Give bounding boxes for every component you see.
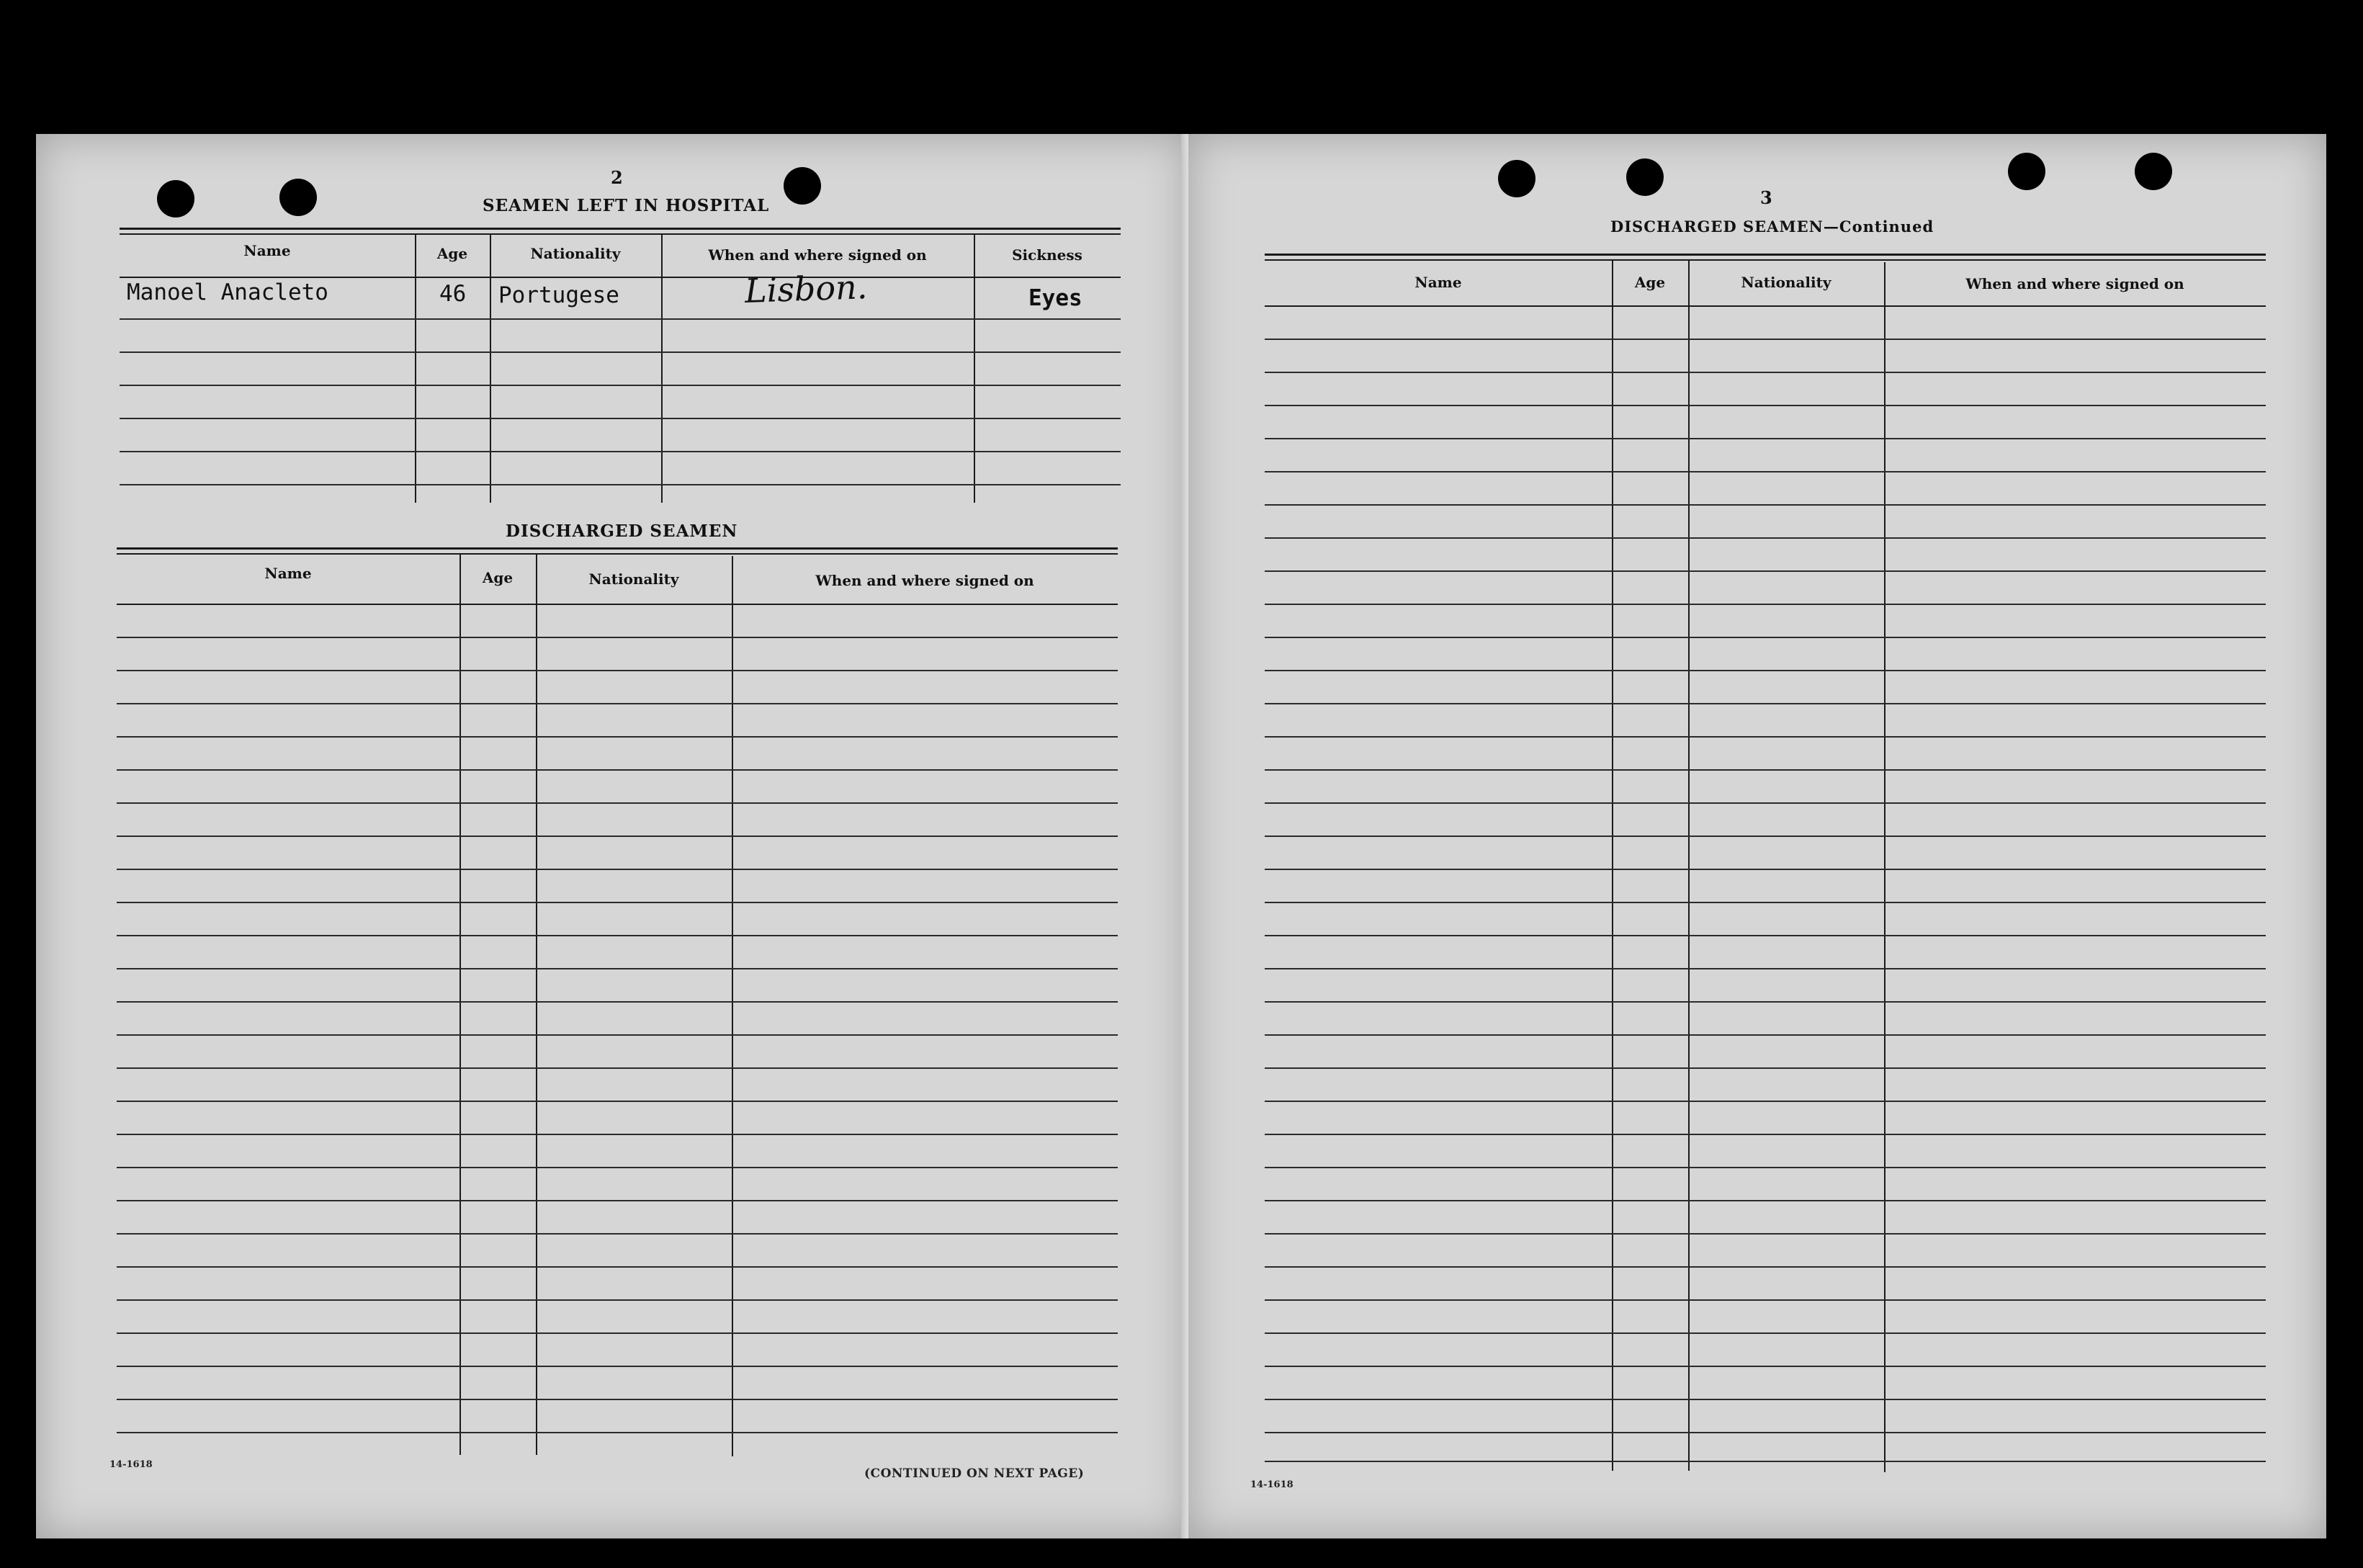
punch-hole	[2008, 153, 2045, 190]
column-header-name: Name	[1414, 274, 1462, 291]
row-line	[1265, 1200, 2266, 1201]
discharged-section-title: DISCHARGED SEAMEN	[506, 521, 738, 541]
row-line	[117, 1067, 1118, 1069]
row-line	[1265, 570, 2266, 572]
row-line	[1265, 1233, 2266, 1235]
row-line	[1265, 703, 2266, 704]
punch-hole	[1626, 158, 1664, 196]
row-line	[120, 351, 1121, 353]
column-divider	[459, 553, 461, 1455]
row-line	[1265, 1034, 2266, 1036]
column-header-sickness: Sickness	[1012, 246, 1082, 264]
column-header-nationality: Nationality	[588, 570, 679, 588]
row-line	[120, 451, 1121, 452]
row-line	[1265, 968, 2266, 969]
row-line	[117, 902, 1118, 903]
row-line	[117, 1001, 1118, 1003]
row-line	[117, 1200, 1118, 1201]
header-bottom-rule	[117, 604, 1118, 605]
row-line	[1265, 604, 2266, 605]
column-header-signed-on: When and where signed on	[1965, 275, 2184, 292]
row-line	[117, 1233, 1118, 1235]
row-line	[1265, 471, 2266, 472]
row-line	[117, 670, 1118, 671]
patient-age: 46	[439, 281, 467, 307]
row-line	[120, 318, 1121, 320]
row-line	[120, 484, 1121, 485]
header-bottom-rule	[120, 277, 1121, 278]
row-line	[117, 1332, 1118, 1334]
hospital-section-title: SEAMEN LEFT IN HOSPITAL	[483, 196, 770, 215]
discharged-continued-table	[1265, 254, 2266, 1471]
row-line	[117, 869, 1118, 870]
row-line	[117, 1399, 1118, 1400]
row-line	[1265, 1067, 2266, 1069]
row-line	[117, 968, 1118, 969]
row-line	[1265, 1461, 2266, 1462]
row-line	[1265, 339, 2266, 340]
column-divider	[536, 555, 537, 1455]
row-line	[1265, 1101, 2266, 1102]
row-line	[117, 1167, 1118, 1168]
row-line	[117, 935, 1118, 936]
row-line	[1265, 736, 2266, 738]
row-line	[120, 385, 1121, 386]
column-header-signed-on: When and where signed on	[708, 246, 927, 264]
row-line	[1265, 637, 2266, 638]
row-line	[1265, 1366, 2266, 1367]
row-line	[117, 802, 1118, 804]
row-line	[117, 1432, 1118, 1433]
row-line	[1265, 1001, 2266, 1003]
column-header-nationality: Nationality	[530, 245, 621, 262]
punch-hole	[279, 179, 317, 216]
row-line	[120, 418, 1121, 419]
row-line	[1265, 1332, 2266, 1334]
patient-nationality: Portugese	[498, 282, 619, 308]
column-divider	[732, 556, 733, 1456]
row-line	[1265, 935, 2266, 936]
column-divider	[1884, 262, 1886, 1472]
row-line	[117, 736, 1118, 738]
row-line	[117, 1366, 1118, 1367]
column-header-nationality: Nationality	[1741, 274, 1831, 291]
page-number: 3	[1760, 187, 1772, 208]
row-line	[117, 1299, 1118, 1301]
row-line	[1265, 670, 2266, 671]
row-line	[1265, 372, 2266, 373]
punch-hole	[2135, 153, 2172, 190]
row-line	[117, 1034, 1118, 1036]
patient-sickness: Eyes	[1028, 285, 1082, 311]
column-divider	[661, 233, 663, 503]
patient-name: Manoel Anacleto	[127, 279, 328, 305]
row-line	[117, 1134, 1118, 1135]
row-line	[1265, 537, 2266, 539]
row-line	[1265, 769, 2266, 771]
discharged-continued-title: DISCHARGED SEAMEN—Continued	[1610, 218, 1934, 236]
column-divider	[974, 233, 975, 503]
patient-signed-on: Lisbon.	[744, 267, 869, 310]
punch-hole	[1498, 160, 1535, 197]
row-line	[1265, 802, 2266, 804]
row-line	[117, 835, 1118, 837]
row-line	[1265, 835, 2266, 837]
column-divider	[490, 233, 491, 503]
header-rule	[1265, 254, 2266, 256]
column-header-age: Age	[482, 569, 514, 586]
row-line	[1265, 869, 2266, 870]
row-line	[117, 1266, 1118, 1268]
header-rule	[120, 233, 1121, 235]
column-divider	[415, 233, 416, 503]
header-rule	[120, 228, 1121, 230]
row-line	[1265, 504, 2266, 506]
continued-note: (CONTINUED ON NEXT PAGE)	[864, 1466, 1085, 1481]
hospital-table	[120, 228, 1121, 503]
row-line	[1265, 1266, 2266, 1268]
row-line	[1265, 902, 2266, 903]
row-line	[117, 637, 1118, 638]
row-line	[1265, 1399, 2266, 1400]
column-header-signed-on: When and where signed on	[815, 572, 1034, 589]
form-number: 14-1618	[1250, 1479, 1293, 1490]
column-header-name: Name	[243, 242, 291, 259]
row-line	[1265, 1134, 2266, 1135]
row-line	[117, 703, 1118, 704]
column-header-age: Age	[1634, 274, 1666, 291]
row-line	[1265, 438, 2266, 439]
row-line	[117, 769, 1118, 771]
punch-hole	[157, 180, 194, 218]
column-divider	[1688, 261, 1690, 1471]
header-rule	[1265, 259, 2266, 261]
row-line	[1265, 1432, 2266, 1433]
row-line	[1265, 1299, 2266, 1301]
page-number: 2	[611, 167, 623, 188]
header-bottom-rule	[1265, 305, 2266, 307]
form-number: 14-1618	[109, 1459, 153, 1470]
column-header-name: Name	[264, 565, 312, 582]
row-line	[1265, 405, 2266, 406]
column-header-age: Age	[436, 245, 468, 262]
row-line	[117, 1101, 1118, 1102]
header-rule	[117, 547, 1118, 550]
row-line	[1265, 1167, 2266, 1168]
column-divider	[1612, 261, 1613, 1471]
discharged-table	[117, 547, 1118, 1456]
punch-hole	[784, 167, 821, 205]
header-rule	[117, 553, 1118, 555]
